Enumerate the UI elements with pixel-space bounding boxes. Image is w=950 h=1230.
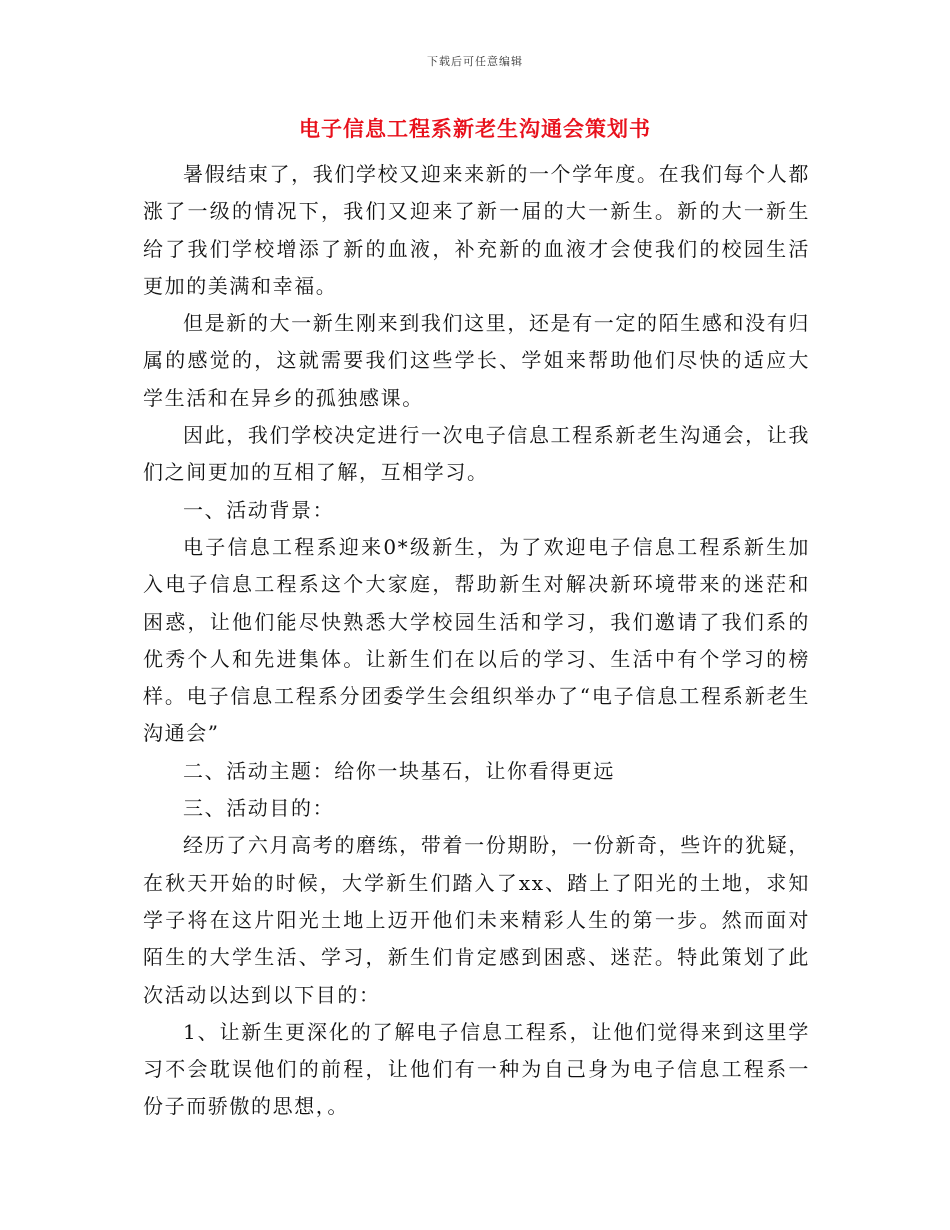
paragraph-goal-1: 1、让新生更深化的了解电子信息工程系，让他们觉得来到这里学习不会耽误他们的前程，让他们有一种为自己身为电子信息工程系一份子而骄傲的思想，。	[143, 1019, 810, 1119]
document-body	[143, 156, 810, 1126]
paragraph-background: 电子信息工程系迎来0*级新生，为了欢迎电子信息工程系新生加入电子信息工程系这个大家庭，帮助新生对解决新环境带来的迷茫和困惑，让他们能尽快熟悉大学校园生活和学习，我们邀请了我们系的优秀个人和先进集体。让新生们在以后的学习、生活中有个学习的榜样。电子信息工程系分团委学生会组织举办了“电子信息工程系新老生沟通会”	[143, 534, 810, 746]
paragraph-purpose: 经历了六月高考的磨练，带着一份期盼，一份新奇，些许的犹疑，在秋天开始的时候，大学新生们踏入了xx、踏上了阳光的土地，求知学子将在这片阳光土地上迈开他们未来精彩人生的第一步。然而面对陌生的大学生活、学习，新生们肯定感到困惑、迷茫。特此策划了此次活动以达到以下目的：	[143, 833, 810, 1007]
paragraph-intro: 暑假结束了，我们学校又迎来来新的一个学年度。在我们每个人都涨了一级的情况下，我们又迎来了新一届的大一新生。新的大一新生给了我们学校增添了新的血液，补充新的血液才会使我们的校园生活更加的美满和幸福。	[143, 162, 810, 298]
section-heading-purpose: 三、活动目的：	[183, 796, 335, 821]
paragraph-decision: 因此，我们学校决定进行一次电子信息工程系新老生沟通会，让我们之间更加的互相了解，互相学习。	[143, 423, 810, 485]
page-header-note: 下载后可任意编辑	[427, 55, 523, 68]
section-heading-theme: 二、活动主题：给你一块基石，让你看得更远	[183, 758, 615, 783]
document-title: 电子信息工程系新老生沟通会策划书	[299, 116, 651, 141]
paragraph-newcomers: 但是新的大一新生刚来到我们这里，还是有一定的陌生感和没有归属的感觉的，这就需要我们这些学长、学姐来帮助他们尽快的适应大学生活和在异乡的孤独感课。	[143, 311, 810, 410]
section-heading-background: 一、活动背景：	[183, 497, 335, 522]
